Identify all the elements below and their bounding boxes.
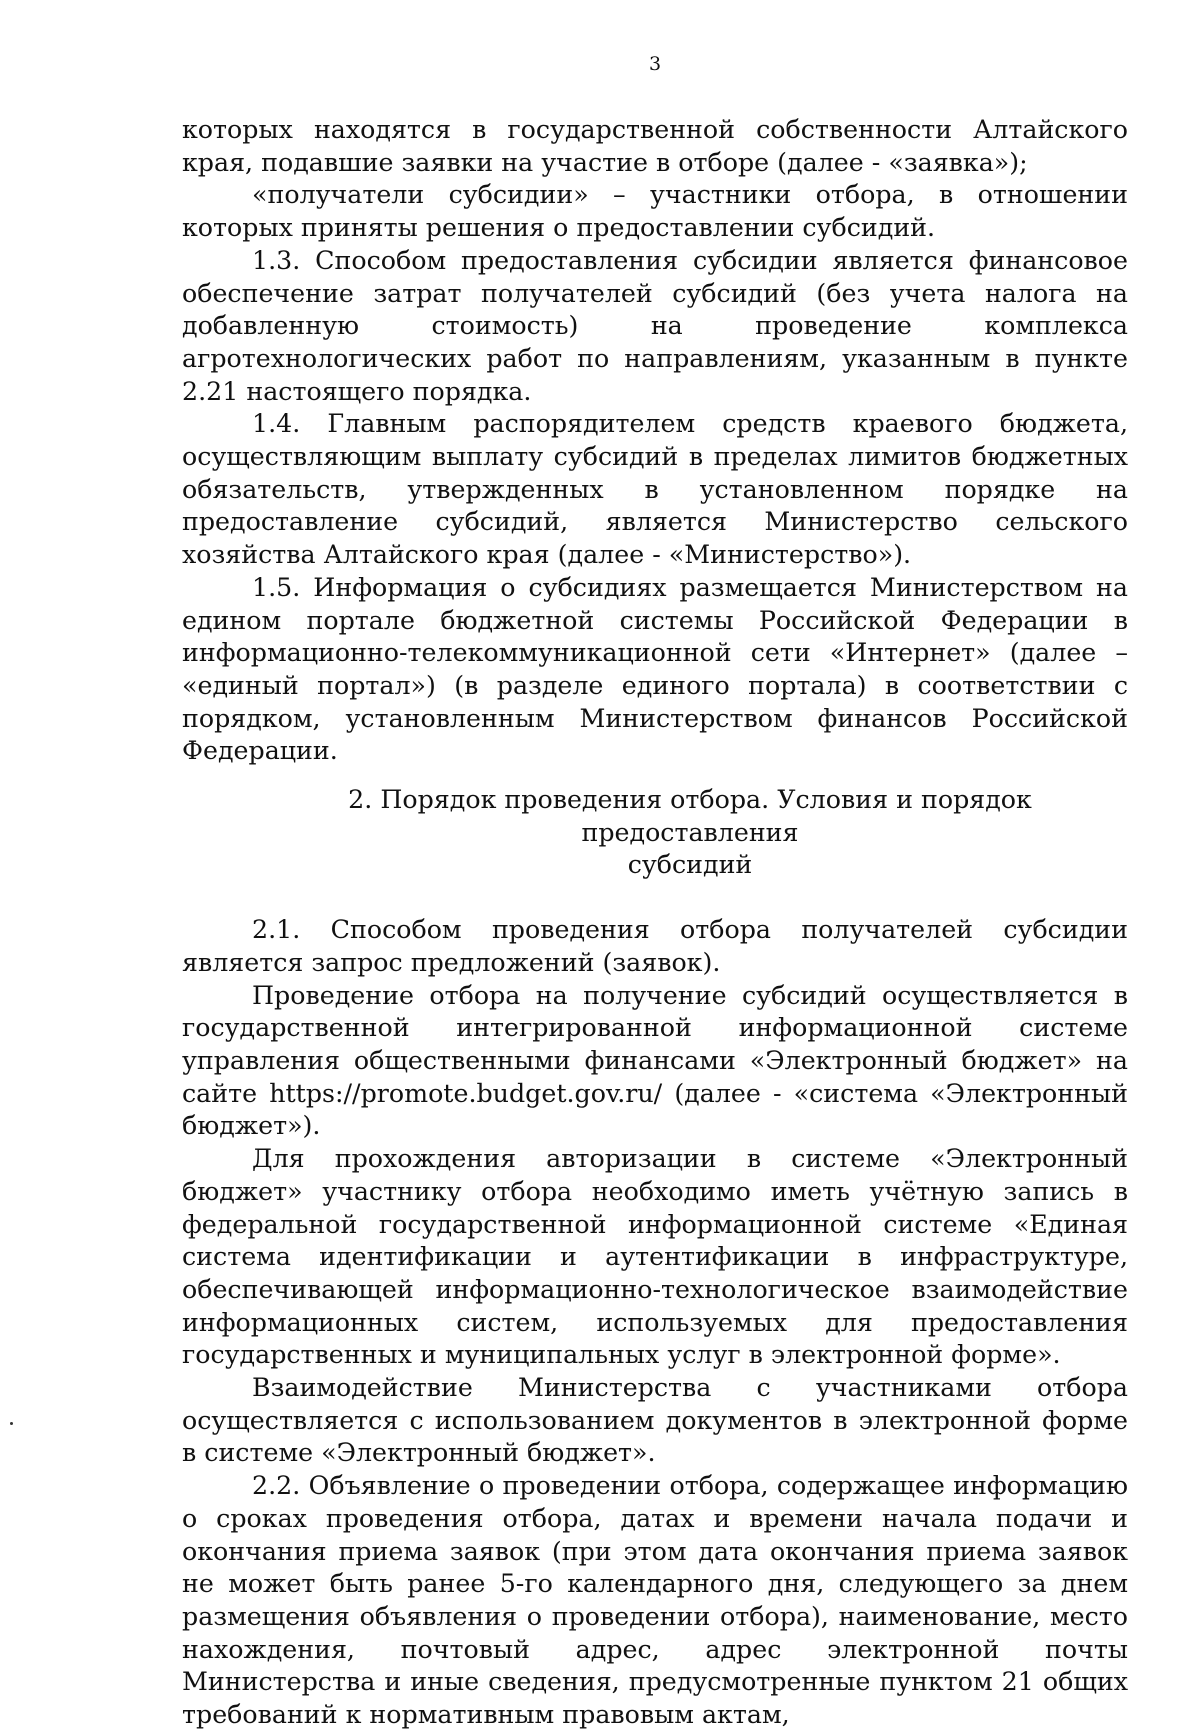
paragraph-1-5: 1.5. Информация о субсидиях размещается Министерством на едином портале бюджетной системы Российской Федерации в информационно-телекоммуникационной сети «Интернет» (далее – «единый портал») (в разделе единого портала) в соответствии с порядком, установленным Министерством финансов Российской Федерации. bbox=[182, 572, 1128, 766]
page-number: 3 bbox=[648, 53, 662, 75]
paragraph-authorization: Для прохождения авторизации в системе «Электронный бюджет» участнику отбора необходимо иметь учётную запись в федеральной государственной информационной системе «Единая система идентификации и аутентификации в инфраструктуре, обеспечивающей информационно-технологическое взаимодействие информационных систем, используемых для предоставления государственных и муниципальных услуг в электронной форме». bbox=[182, 1144, 1128, 1370]
section-heading-line-1: 2. Порядок проведения отбора. Условия и порядок предоставления bbox=[348, 785, 1032, 847]
paragraph-2-1: 2.1. Способом проведения отбора получателей субсидии является запрос предложений (заявок). bbox=[182, 915, 1128, 977]
document-body bbox=[182, 114, 1128, 1732]
paragraph-1-3: 1.3. Способом предоставления субсидии является финансовое обеспечение затрат получателей субсидий (без учета налога на добавленную стоимость) на проведение комплекса агротехнологических работ по направлениям, указанным в пункте 2.21 настоящего порядка. bbox=[182, 245, 1128, 406]
paragraph-1-4: 1.4. Главным распорядителем средств краевого бюджета, осуществляющим выплату субсидий в пределах лимитов бюджетных обязательств, утвержденных в установленном порядке на предоставление субсидий, является Министерство сельского хозяйства Алтайского края (далее - «Министерство»). bbox=[182, 409, 1128, 570]
paragraph-interaction: Взаимодействие Министерства с участниками отбора осуществляется с использованием документов в электронной форме в системе «Электронный бюджет». bbox=[182, 1373, 1128, 1468]
paragraph-2-2: 2.2. Объявление о проведении отбора, содержащее информацию о сроках проведения отбора, датах и времени начала подачи и окончания приема заявок (при этом дата окончания приема заявок не может быть ранее 5-го календарного дня, следующего за днем размещения объявления о проведении отбора), наименование, место нахождения, почтовый адрес, адрес электронной почты Министерства и иные сведения, предусмотренные пунктом 21 общих требований к нормативным правовым актам, bbox=[182, 1471, 1128, 1730]
paragraph-selection-system: Проведение отбора на получение субсидий осуществляется в государственной интегрированной информационной системе управления общественными финансами «Электронный бюджет» на сайте https://promote.budget.gov.ru/ (далее - «система «Электронный бюджет»). bbox=[182, 980, 1128, 1141]
scan-speck bbox=[10, 1422, 13, 1425]
section-heading bbox=[182, 768, 1128, 914]
section-heading-line-2: субсидий bbox=[627, 850, 753, 880]
paragraph-definition-recipients: «получатели субсидии» – участники отбора, в отношении которых приняты решения о предоставлении субсидий. bbox=[182, 180, 1128, 243]
paragraph-continuation: которых находятся в государственной собственности Алтайского края, подавшие заявки на участие в отборе (далее - «заявка»); bbox=[182, 115, 1128, 177]
